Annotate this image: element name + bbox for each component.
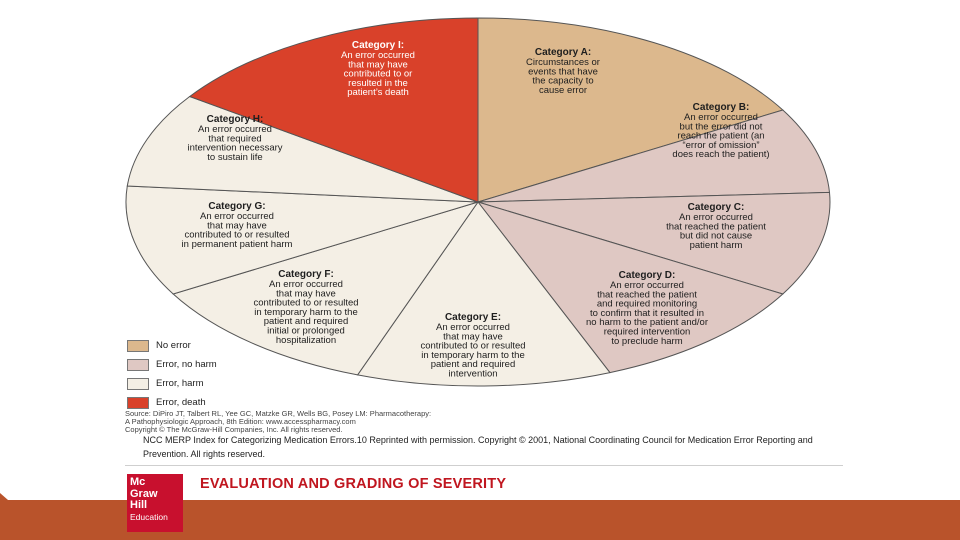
category-f-description: contributed to or resulted [253, 297, 359, 309]
category-b-description: An error occurred [684, 112, 758, 123]
category-c-description: An error occurred [679, 212, 753, 223]
category-b-description: “error of omission” [682, 139, 760, 151]
category-d-description: to confirm that it resulted in [589, 307, 705, 319]
category-b-description: reach the patient (an [677, 130, 765, 142]
slide-title: EVALUATION AND GRADING OF SEVERITY [200, 476, 507, 492]
logo-text: Hill [130, 499, 148, 511]
logo-text: Graw [130, 487, 158, 500]
category-e-heading: Category E: [444, 312, 502, 323]
category-i-description: contributed to or [343, 68, 413, 80]
legend-swatch [127, 397, 149, 409]
category-f-description: that may have [276, 288, 336, 300]
source-line: A Pathophysiologic Approach, 8th Edition: www.accesspharmacy.com [125, 417, 356, 426]
source-citation [125, 410, 645, 434]
legend-item-no-error [127, 336, 217, 355]
category-e-description: intervention [448, 368, 498, 380]
legend-item-error-no-harm [127, 355, 217, 374]
category-g-description: that may have [207, 220, 267, 232]
category-h-description: to sustain life [207, 151, 263, 163]
source-copyright: Copyright © The McGraw-Hill Companies, Inc. All rights reserved. [125, 425, 343, 434]
legend-label: Error, no harm [156, 359, 217, 370]
category-a-description: events that have [528, 66, 598, 78]
legend-label: No error [156, 340, 191, 351]
source-line: Source: DiPiro JT, Talbert RL, Yee GC, Matzke GR, Wells BG, Posey LM: Pharmacotherapy: [125, 409, 432, 418]
legend-swatch [127, 378, 149, 390]
category-f-description: An error occurred [269, 279, 343, 290]
category-b-description: but the error did not [679, 121, 763, 133]
category-d-description: that reached the patient [597, 289, 697, 301]
category-f-description: initial or prolonged [267, 325, 345, 337]
category-e-description: contributed to or resulted [420, 340, 526, 352]
legend-label: Error, death [156, 397, 206, 408]
category-f-description: hospitalization [275, 334, 337, 346]
category-f-description: patient and required [263, 316, 349, 328]
category-d-description: required intervention [603, 326, 691, 338]
category-e-description: patient and required [430, 359, 516, 371]
category-d-description: and required monitoring [596, 298, 698, 310]
legend-label: Error, harm [156, 378, 204, 389]
category-g-description: An error occurred [200, 211, 274, 222]
category-d-description: to preclude harm [611, 335, 683, 347]
category-e-description: in temporary harm to the [421, 349, 525, 361]
mcgraw-hill-logo [127, 474, 183, 532]
logo-text: Mc [130, 476, 146, 488]
category-i-description: resulted in the [348, 77, 408, 89]
category-c-description: but did not cause [679, 230, 753, 242]
category-h-heading: Category H: [206, 114, 264, 125]
category-g-heading: Category G: [208, 201, 266, 212]
category-d-description: An error occurred [610, 280, 684, 291]
category-i-description: An error occurred [341, 50, 415, 61]
category-g-description: contributed to or resulted [184, 229, 290, 241]
category-i-heading: Category I: [351, 40, 405, 51]
category-c-description: patient harm [689, 239, 743, 251]
legend-swatch [127, 340, 149, 352]
category-a-description: cause error [538, 84, 588, 96]
category-g-description: in permanent patient harm [181, 238, 293, 250]
legend [127, 336, 217, 412]
divider [125, 465, 843, 466]
category-c-heading: Category C: [687, 202, 745, 213]
category-a-description: Circumstances or [526, 57, 600, 68]
category-h-description: intervention necessary [187, 142, 283, 154]
category-f-description: in temporary harm to the [254, 306, 358, 318]
legend-swatch [127, 359, 149, 371]
figure-caption: NCC MERP Index for Categorizing Medication Errors.10 Reprinted with permission. Copyright © 2001, National Coordinating Council for Medication Error Reporting and Prevention. All rights reserved. [143, 435, 813, 459]
category-h-description: An error occurred [198, 124, 272, 135]
category-d-description: no harm to the patient and/or [586, 317, 708, 329]
category-b-description: does reach the patient) [672, 149, 770, 161]
category-f-heading: Category F: [278, 269, 334, 280]
logo-text: Education [130, 511, 168, 522]
category-a-description: the capacity to [532, 75, 594, 87]
category-b-heading: Category B: [692, 102, 750, 113]
category-e-description: An error occurred [436, 322, 510, 333]
category-a-heading: Category A: [534, 47, 592, 58]
category-c-description: that reached the patient [666, 221, 766, 233]
category-i-description: patient’s death [347, 87, 409, 99]
category-e-description: that may have [443, 331, 503, 343]
legend-item-error-harm [127, 374, 217, 393]
category-h-description: that required [208, 133, 262, 145]
category-d-heading: Category D: [618, 270, 676, 281]
category-i-description: that may have [348, 59, 408, 71]
